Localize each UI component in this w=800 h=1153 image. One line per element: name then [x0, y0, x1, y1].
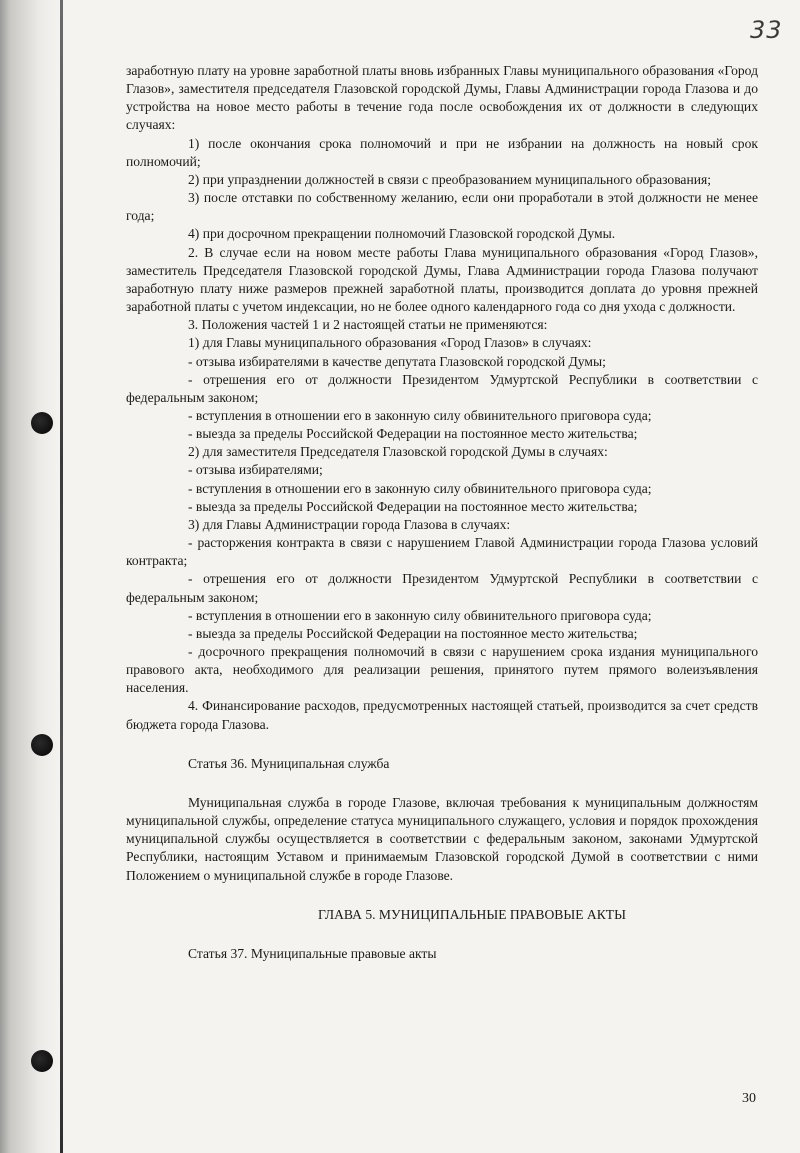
paragraph: 3) после отставки по собственному желанию, если они проработали в этой должности не менее года;	[126, 190, 758, 224]
chapter-5-title: ГЛАВА 5. МУНИЦИПАЛЬНЫЕ ПРАВОВЫЕ АКТЫ	[318, 906, 626, 922]
paragraph: заработную плату на уровне заработной платы вновь избранных Главы муниципального образования «Город Глазов», заместителя председателя Глазовской городской Думы, Главы Администрации города Глазова и до устройства на новое место работы в течение года после освобождения их от должности в следующих случаях:	[126, 63, 758, 133]
paragraph: - выезда за пределы Российской Федерации на постоянное место жительства;	[188, 625, 638, 641]
paragraph: 1) после окончания срока полномочий и при не избрании на должность на новый срок полномочий;	[126, 135, 758, 169]
paragraph: - отзыва избирателями;	[188, 462, 323, 478]
paragraph: - выезда за пределы Российской Федерации на постоянное место жительства;	[188, 426, 638, 442]
paragraph: - вступления в отношении его в законную силу обвинительного приговора суда;	[188, 407, 652, 423]
paragraph: - отрешения его от должности Президентом Удмуртской Республики в соответствии с федеральным законом;	[126, 371, 758, 405]
paragraph: - отрешения его от должности Президентом Удмуртской Республики в соответствии с федеральным законом;	[126, 571, 758, 605]
paragraph: 2) для заместителя Председателя Глазовской городской Думы в случаях:	[188, 444, 608, 460]
punch-hole	[31, 1050, 53, 1072]
paragraph: - вступления в отношении его в законную силу обвинительного приговора суда;	[188, 480, 652, 496]
body-text	[126, 62, 758, 963]
paragraph: - выезда за пределы Российской Федерации на постоянное место жительства;	[188, 498, 638, 514]
article-36-body: Муниципальная служба в городе Глазове, включая требования к муниципальным должностям муниципальной службы, определение статуса муниципального служащего, условия и порядок прохождения муниципальной службы осуществляется в соответствии с федеральным законом, законами Удмуртской Республики, настоящим Уставом и принимаемым Глазовской городской Думой в соответствии с ними Положением о муниципальной службе в городе Глазове.	[126, 794, 758, 883]
punch-hole	[31, 412, 53, 434]
paragraph: - досрочного прекращения полномочий в связи с нарушением срока издания муниципального правового акта, необходимого для реализации решения, принятого путем прямого волеизъявления населения.	[126, 644, 758, 696]
paragraph: 4. Финансирование расходов, предусмотренных настоящей статьей, производится за счет средств бюджета города Глазова.	[126, 698, 758, 732]
paragraph: 2) при упразднении должностей в связи с преобразованием муниципального образования;	[188, 171, 712, 187]
paragraph: 2. В случае если на новом месте работы Глава муниципального образования «Город Глазов», заместитель Председателя Глазовской городской Думы, Глава Администрации города Глазова получают заработную плату ниже размеров прежней заработной платы, производится доплата до уровня прежней заработной платы с учетом индексации, но не более одного календарного года со дня ухода с должности.	[126, 244, 758, 315]
page-number: 30	[742, 1091, 756, 1106]
paragraph: 3) для Главы Администрации города Глазова в случаях:	[188, 516, 511, 532]
punch-hole	[31, 734, 53, 756]
paragraph: - отзыва избирателями в качестве депутата Глазовской городской Думы;	[188, 353, 606, 369]
article-37-title: Статья 37. Муниципальные правовые акты	[188, 945, 437, 961]
binding-edge	[60, 0, 63, 1153]
handwritten-page-number: 33	[750, 16, 783, 44]
paragraph: 4) при досрочном прекращении полномочий Глазовской городской Думы.	[188, 226, 616, 242]
paragraph: - вступления в отношении его в законную силу обвинительного приговора суда;	[188, 607, 652, 623]
paragraph: 3. Положения частей 1 и 2 настоящей статьи не применяются:	[188, 317, 548, 333]
paragraph: 1) для Главы муниципального образования «Город Глазов» в случаях:	[188, 335, 592, 351]
scan-edge-shadow	[0, 0, 60, 1153]
article-36-title: Статья 36. Муниципальная служба	[188, 755, 390, 771]
paragraph: - расторжения контракта в связи с нарушением Главой Администрации города Глазова условий контракта;	[126, 535, 758, 569]
